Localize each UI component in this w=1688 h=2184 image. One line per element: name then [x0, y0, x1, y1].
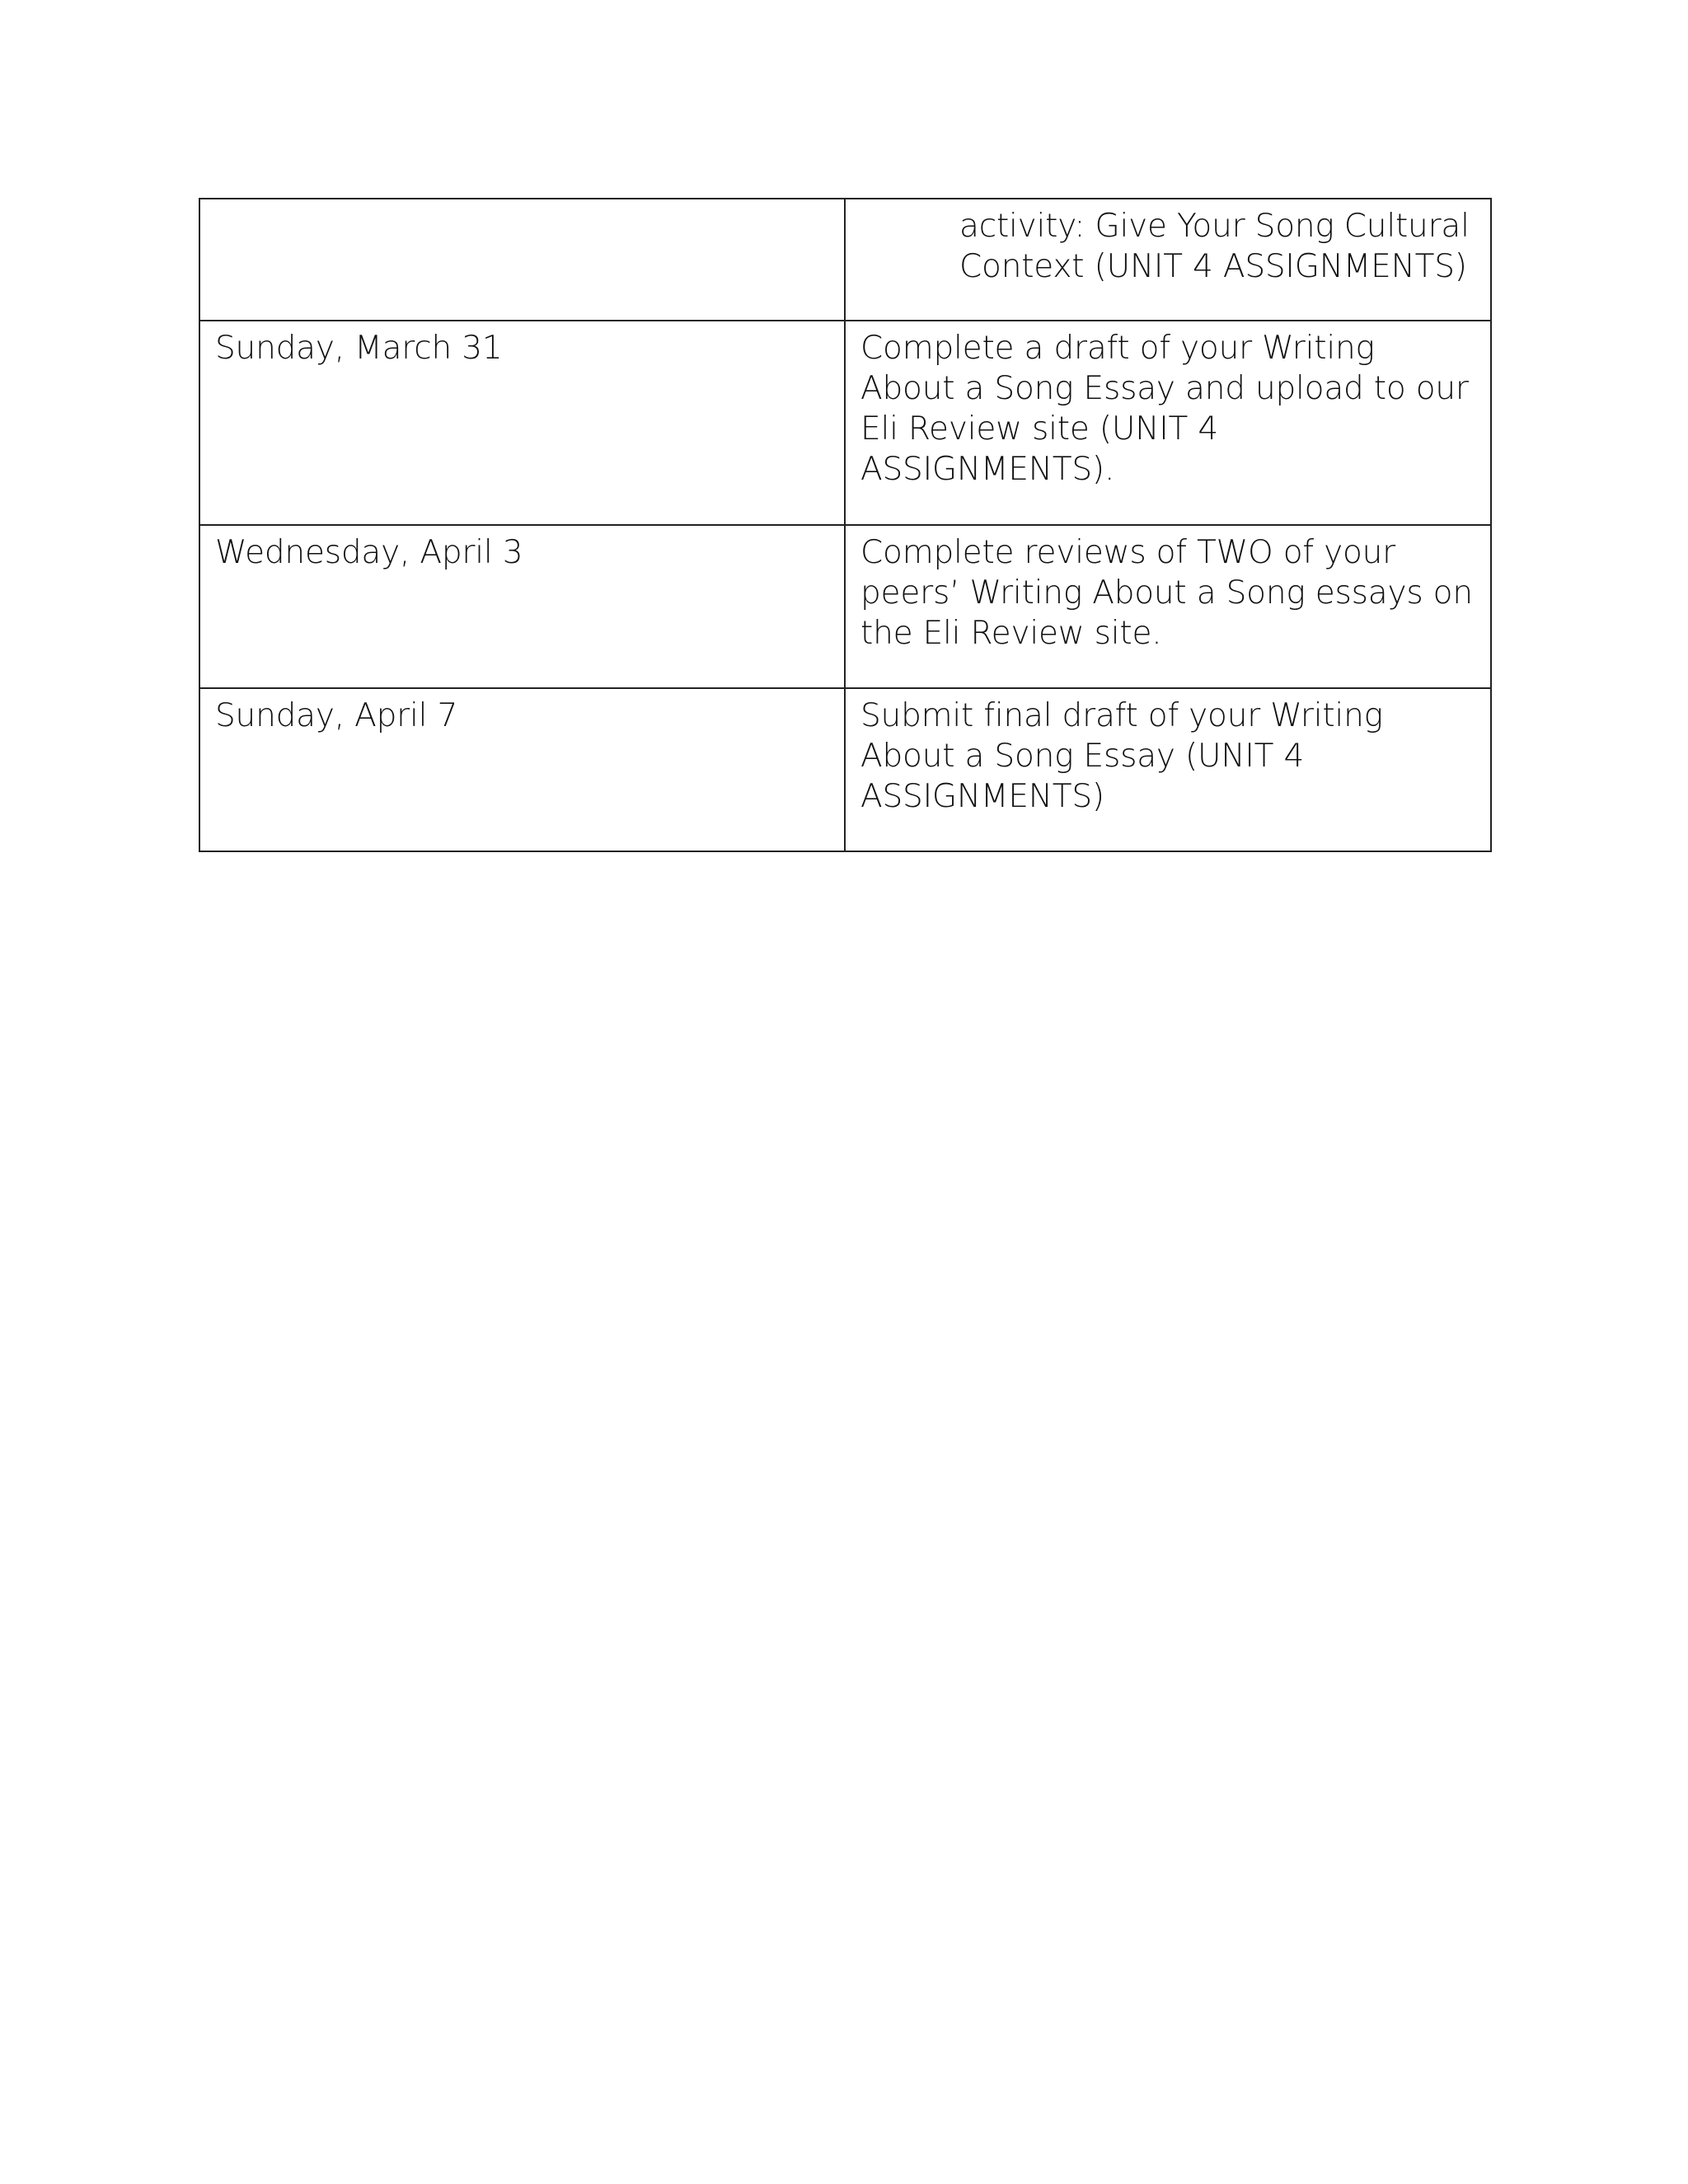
date-cell	[199, 688, 845, 851]
date-cell	[199, 199, 845, 321]
task-cell	[845, 525, 1491, 688]
date-cell	[199, 321, 845, 525]
table-row	[199, 321, 1491, 525]
task-text: Complete reviews of TWO of your peers’ Writing About a Song essays on the Eli Review site.	[860, 534, 1473, 652]
date-text: Wednesday, April 3	[215, 534, 523, 571]
date-text: Sunday, April 7	[215, 697, 458, 734]
schedule-table	[199, 198, 1492, 852]
table-row	[199, 199, 1491, 321]
task-text: activity: Give Your Song Cultural Context (UNIT 4 ASSIGNMENTS)	[959, 208, 1470, 285]
task-text: Submit final draft of your Writing About a Song Essay (UNIT 4 ASSIGNMENTS)	[860, 697, 1383, 815]
table-row	[199, 525, 1491, 688]
task-cell	[845, 321, 1491, 525]
task-cell	[845, 199, 1491, 321]
table-row	[199, 688, 1491, 851]
date-text: Sunday, March 31	[215, 330, 503, 367]
task-text: Complete a draft of your Writing About a Song Essay and upload to our Eli Review site (UNIT 4 ASSIGNMENTS).	[860, 330, 1469, 488]
task-cell	[845, 688, 1491, 851]
date-cell	[199, 525, 845, 688]
